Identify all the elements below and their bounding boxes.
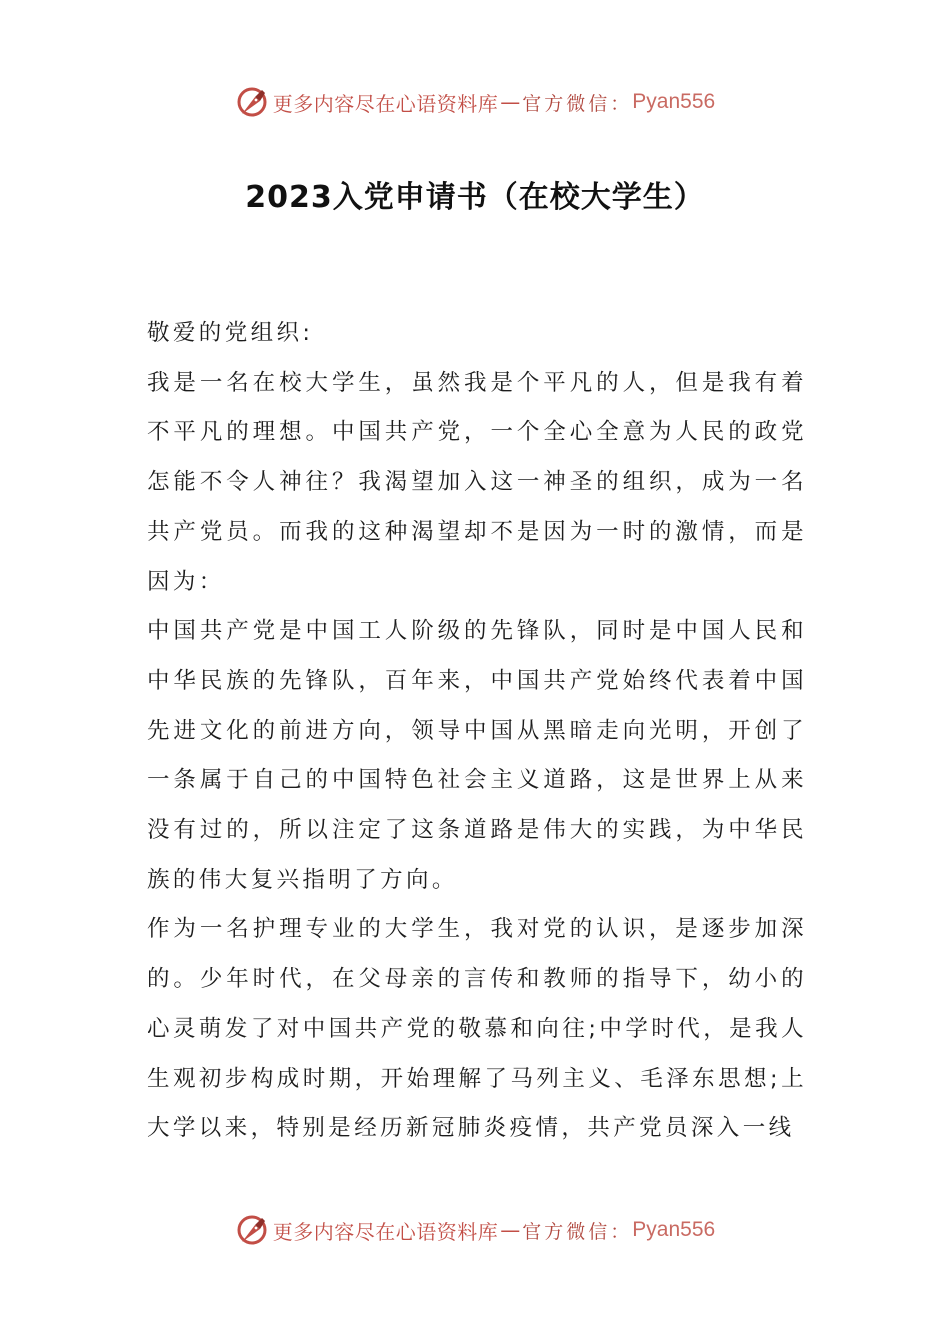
footer-banner bbox=[0, 1208, 950, 1252]
document-body bbox=[147, 309, 807, 1154]
wechat-id: Pyan556 bbox=[632, 1218, 716, 1241]
brand-text: 更多内容尽在心语资料库 bbox=[272, 1219, 499, 1244]
official-wechat-label: 官方微信： bbox=[522, 1220, 633, 1243]
header-banner bbox=[0, 80, 950, 124]
banner-dash: — bbox=[500, 1218, 521, 1242]
official-wechat-label: 官方微信： bbox=[522, 92, 633, 115]
body-paragraph: 中国共产党是中国工人阶级的先锋队，同时是中国人民和中华民族的先锋队，百年来，中国共产党始终代表着中国先进文化的前进方向，领导中国从黑暗走向光明，开创了一条属于自己的中国特色社会主义道路，这是世界上从来没有过的，所以注定了这条道路是伟大的实践，为中华民族的伟大复兴指明了方向。 bbox=[147, 618, 807, 893]
wechat-id: Pyan556 bbox=[632, 90, 716, 113]
document-title: 2023入党申请书（在校大学生） bbox=[245, 180, 705, 215]
salutation: 敬爱的党组织: bbox=[147, 320, 314, 346]
brand-text: 更多内容尽在心语资料库 bbox=[272, 91, 499, 116]
body-paragraph: 我是一名在校大学生，虽然我是个平凡的人，但是我有着不平凡的理想。中国共产党，一个全心全意为人民的政党怎能不令人神往？我渴望加入这一神圣的组织，成为一名共产党员。而我的这种渴望却不是因为一时的激情，而是因为： bbox=[147, 369, 807, 595]
pen-nib-circle-logo-icon bbox=[235, 85, 269, 119]
body-paragraph: 作为一名护理专业的大学生，我对党的认识，是逐步加深的。少年时代，在父母亲的言传和教师的指导下，幼小的心灵萌发了对中国共产党的敬慕和向往;中学时代，是我人生观初步构成时期，开始理解了马列主义、毛泽东思想;上大学以来，特别是经历新冠肺炎疫情，共产党员深入一线 bbox=[147, 916, 807, 1142]
banner-dash: — bbox=[500, 90, 521, 114]
pen-nib-circle-logo-icon bbox=[235, 1213, 269, 1247]
